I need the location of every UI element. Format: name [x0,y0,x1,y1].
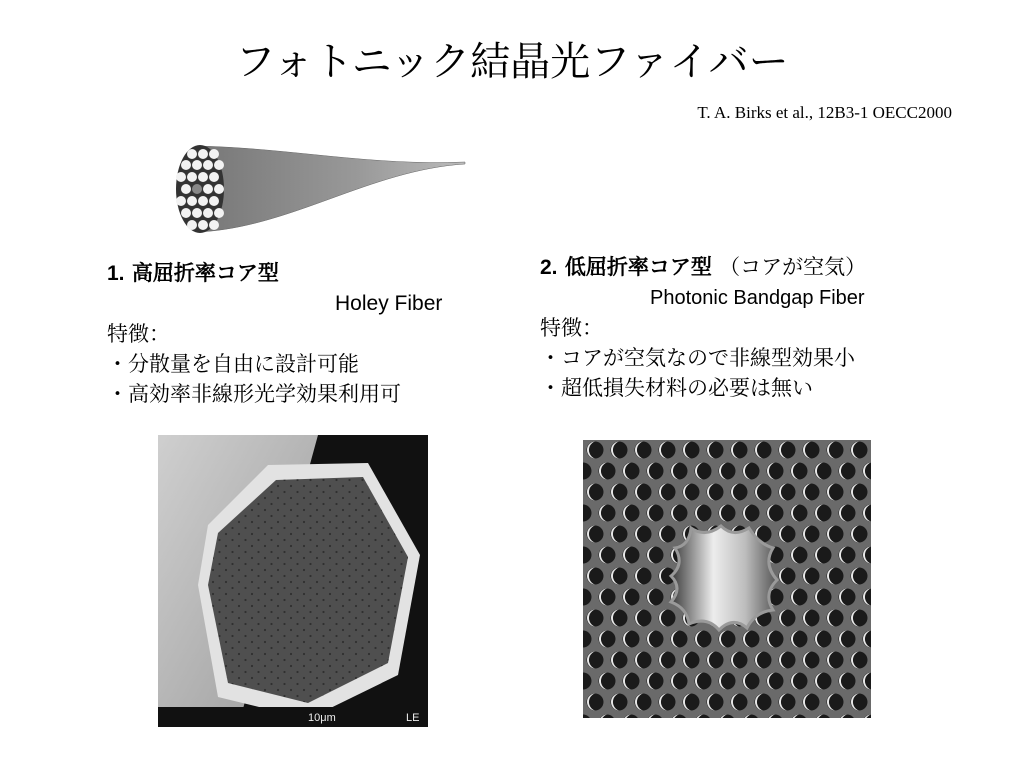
bandgap-fiber-section [540,252,970,403]
fiber-type-name: Holey Fiber [335,292,443,315]
feature-bullet: ・超低損失材料の必要は無い [540,376,813,400]
fiber-bundle-illustration [170,140,490,240]
holey-fiber-sem-photo [158,435,428,727]
holey-fiber-section [107,258,487,409]
section-title: 低屈折率コア型 [564,255,712,279]
features-label: 特徴： [540,316,603,340]
section-heading [540,252,970,283]
feature-bullet: ・分散量を自由に設計可能 [107,352,359,376]
scale-label: 10μm [308,712,336,724]
feature-bullet: ・高効率非線形光学効果利用可 [107,382,401,406]
fiber-type-name: Photonic Bandgap Fiber [650,287,865,309]
slide-title: フォトニック結晶光ファイバー [235,39,789,85]
section-title: 高屈折率コア型 [131,261,279,285]
features-label: 特徴： [107,322,170,346]
section-number: 2. [540,256,558,279]
feature-bullet: ・コアが空気なので非線型効果小 [540,346,855,370]
citation: T. A. Birks et al., 12B3-1 OECC2000 [697,103,952,122]
photo-corner-label: LE [406,712,420,724]
section-number: 1. [107,262,125,285]
section-heading [107,258,487,289]
bandgap-fiber-sem-photo [583,440,871,718]
section-title-note: （コアが空気） [719,255,867,279]
